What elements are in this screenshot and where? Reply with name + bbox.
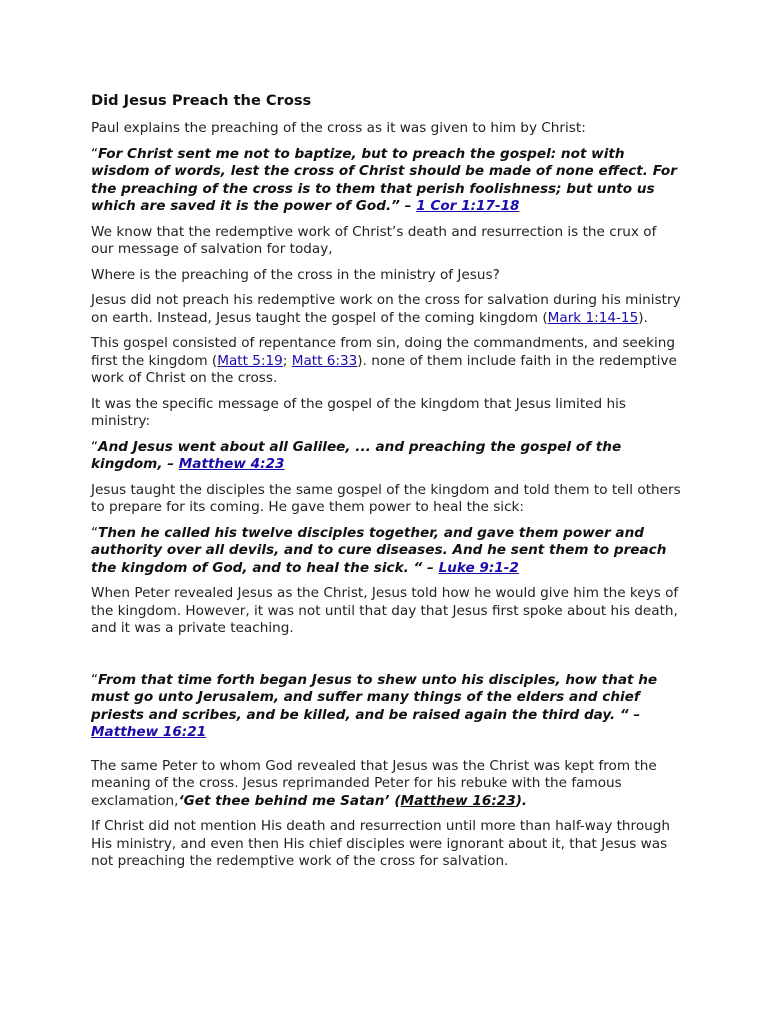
document-page — [91, 92, 681, 879]
scripture-quote-matthew-16-21 — [91, 672, 681, 742]
paragraph-intro: Paul explains the preaching of the cross as it was given to him by Christ: — [91, 120, 586, 136]
ref-link-matthew-4-23[interactable]: Matthew 4:23 — [178, 456, 285, 472]
blank-line — [91, 750, 681, 758]
paragraph-text: The same Peter to whom God revealed that Jesus was the Christ was kept from the meaning of the cross. Jesus reprimanded Peter for his rebuke with the famous exclamation, — [91, 757, 657, 809]
ref-link-matthew-16-21[interactable]: Matthew 16:21 — [91, 724, 207, 740]
paragraph-gospel-kingdom — [91, 292, 681, 327]
paragraph-peter-keys: When Peter revealed Jesus as the Christ, Jesus told how he would give him the keys of the kingdom. However, it was not until that day that Jesus first spoke about his death, and it was a private teaching. — [91, 585, 679, 636]
paragraph-peter-rebuke — [91, 758, 681, 811]
quote-text: Then he called his twelve disciples together, and gave them power and authority over all devils, and to cure diseases. And he sent them to preach the kingdom of God, and to heal the sick. “ – — [91, 524, 667, 576]
quote-open-mark: “ — [91, 671, 99, 688]
paragraph-end: ). — [515, 792, 528, 809]
quote-open-mark: “ — [91, 524, 99, 541]
scripture-quote-matthew-4-23 — [91, 439, 681, 474]
paragraph-conclusion: If Christ did not mention His death and resurrection until more than half-way through His ministry, and even then His chief disciples were ignorant about it, that Jesus was not preaching the redemptive work of the cross for salvation. — [91, 818, 670, 869]
quote-open-mark: “ — [91, 438, 99, 455]
blank-line — [91, 646, 681, 672]
ref-link-matthew-16-23[interactable]: Matthew 16:23 — [400, 792, 516, 809]
paragraph-question: Where is the preaching of the cross in the ministry of Jesus? — [91, 266, 500, 283]
ref-link-luke-9-1[interactable]: Luke 9:1-2 — [438, 559, 519, 576]
paragraph-text: Jesus did not preach his redemptive work on the cross for salvation during his ministry on earth. Instead, Jesus taught the gospel of the coming kingdom ( — [91, 292, 681, 326]
ref-link-matt-5-19[interactable]: Matt 5:19 — [217, 352, 283, 369]
paragraph-limited-ministry: It was the specific message of the gospel of the kingdom that Jesus limited his ministry: — [91, 395, 626, 429]
quote-text: And Jesus went about all Galilee, ... and preaching the gospel of the kingdom, – — [91, 438, 622, 472]
quote-text: From that time forth began Jesus to shew unto his disciples, how that he must go unto Jerusalem, and suffer many things of the elders and chief priests and scribes, and be killed, and be raised again the third day. “ – — [91, 671, 658, 723]
ref-link-1-cor-1-17[interactable]: 1 Cor 1:17-18 — [416, 198, 520, 214]
scripture-quote-1-cor — [91, 146, 681, 216]
paragraph-end: ). — [638, 309, 648, 326]
paragraph-disciples: Jesus taught the disciples the same gospel of the kingdom and told them to tell others to prepare for its coming. He gave them power to heal the sick: — [91, 481, 681, 515]
ref-link-matt-6-33[interactable]: Matt 6:33 — [291, 352, 358, 369]
ref-link-mark-1-14[interactable]: Mark 1:14-15 — [547, 309, 639, 326]
paragraph-end: ). none of them include faith in the redemptive work of Christ on the cross. — [91, 352, 677, 386]
paragraph-repentance — [91, 335, 681, 388]
page-title: Did Jesus Preach the Cross — [91, 92, 312, 109]
ref-separator: ; — [282, 352, 292, 369]
scripture-quote-luke-9 — [91, 525, 681, 578]
quote-text: For Christ sent me not to baptize, but to preach the gospel: not with wisdom of words, lest the cross of Christ should be made of none effect. For the preaching of the cross is to them that perish foolishness; but unto us which are saved it is the power of God.” – — [91, 145, 677, 214]
quote-open-mark: “ — [91, 145, 99, 162]
paragraph-crux: We know that the redemptive work of Christ’s death and resurrection is the crux of our message of salvation for today, — [91, 223, 657, 257]
paragraph-text: This gospel consisted of repentance from sin, doing the commandments, and seeking first the kingdom ( — [91, 335, 676, 369]
satan-quote: ‘Get thee behind me Satan’ ( — [178, 792, 401, 809]
